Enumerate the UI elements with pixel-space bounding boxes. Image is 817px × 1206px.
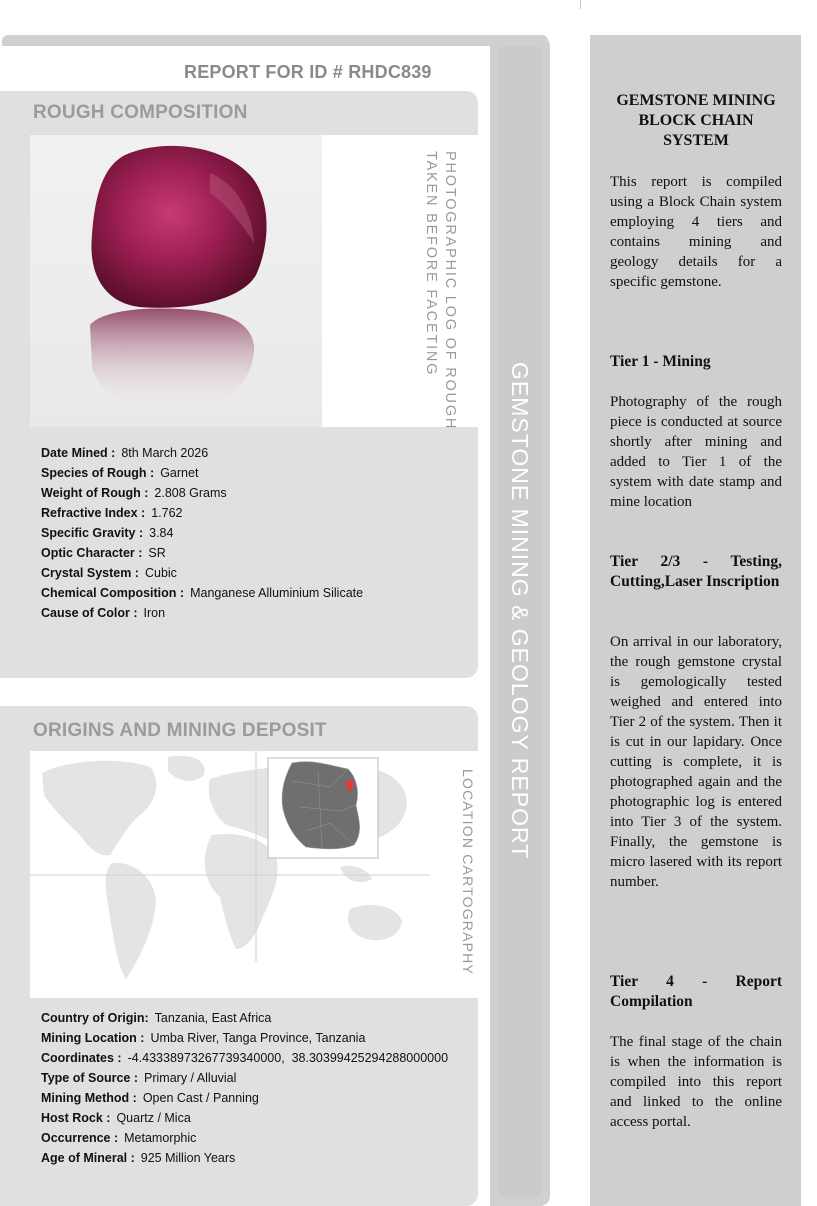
sidebar-title: GEMSTONE MINING BLOCK CHAIN SYSTEM bbox=[616, 92, 776, 149]
origins-field: Country of Origin: Tanzania, East Africa bbox=[41, 1011, 272, 1025]
rough-photo-area bbox=[30, 135, 478, 431]
rough-field: Chemical Composition : Manganese Alluminium Silicate bbox=[41, 586, 364, 600]
tier4-heading: Tier 4 - Report Compilation bbox=[610, 973, 782, 1010]
rough-field: Cause of Color : Iron bbox=[41, 606, 166, 620]
page-tick-mark bbox=[580, 0, 581, 9]
tier23-heading: Tier 2/3 - Testing, Cutting,Laser Inscription bbox=[610, 553, 782, 590]
tier4-text: The final stage of the chain is when the information is compiled into this report and linked to the online access portal. bbox=[610, 1034, 782, 1130]
origins-field: Mining Method : Open Cast / Panning bbox=[41, 1091, 259, 1105]
origins-fields bbox=[41, 1008, 448, 1168]
origins-field: Coordinates : -4.43338973267739340000, 38.30399425294288000000 bbox=[41, 1051, 449, 1065]
world-map bbox=[30, 751, 430, 998]
world-map-area bbox=[30, 751, 478, 998]
rough-field: Specific Gravity : 3.84 bbox=[41, 526, 174, 540]
rough-composition-title: ROUGH COMPOSITION bbox=[33, 102, 248, 123]
tier1-text: Photography of the rough piece is conducted at source shortly after mining and added to Tier 1 of the system with date stamp and mine location bbox=[610, 394, 782, 510]
rough-field: Species of Rough : Garnet bbox=[41, 466, 199, 480]
blockchain-sidebar bbox=[590, 35, 801, 1206]
photo-caption-line1: PHOTOGRAPHIC LOG OF ROUGH bbox=[442, 151, 458, 431]
rough-field: Weight of Rough : 2.808 Grams bbox=[41, 486, 227, 500]
rough-field: Refractive Index : 1.762 bbox=[41, 506, 183, 520]
report-id-heading: REPORT FOR ID # RHDC839 bbox=[184, 62, 432, 82]
tier23-text: On arrival in our laboratory, the rough gemstone crystal is gemologically tested weighed and entered into Tier 2 of the system. Then it is cut in our lapidary. Once cutting is complete, it is photographed again and the photographic log is entered into Tier 3 of the system. Finally, the gemstone is micro lasered with its report number. bbox=[610, 634, 782, 890]
origins-field: Host Rock : Quartz / Mica bbox=[41, 1111, 191, 1125]
tier1-heading: Tier 1 - Mining bbox=[610, 353, 711, 370]
origins-title: ORIGINS AND MINING DEPOSIT bbox=[33, 720, 327, 741]
top-bar bbox=[2, 35, 548, 46]
photo-caption-line2: TAKEN BEFORE FACETING bbox=[423, 151, 439, 377]
rough-fields bbox=[41, 443, 363, 623]
origins-field: Mining Location : Umba River, Tanga Province, Tanzania bbox=[41, 1031, 366, 1045]
spine-title: GEMSTONE MINING & GEOLOGY REPORT bbox=[507, 362, 533, 860]
rough-field: Date Mined : 8th March 2026 bbox=[41, 446, 209, 460]
map-caption: LOCATION CARTOGRAPHY bbox=[460, 769, 476, 976]
origins-field: Age of Mineral : 925 Million Years bbox=[41, 1151, 236, 1165]
origins-field: Type of Source : Primary / Alluvial bbox=[41, 1071, 237, 1085]
rough-field: Crystal System : Cubic bbox=[41, 566, 177, 580]
rough-gem-photo bbox=[30, 135, 322, 427]
sidebar-intro: This report is compiled using a Block Chain system employing 4 tiers and contains mining and geology details for a specific gemstone. bbox=[610, 174, 782, 290]
rough-field: Optic Character : SR bbox=[41, 546, 166, 560]
origins-field: Occurrence : Metamorphic bbox=[41, 1131, 197, 1145]
